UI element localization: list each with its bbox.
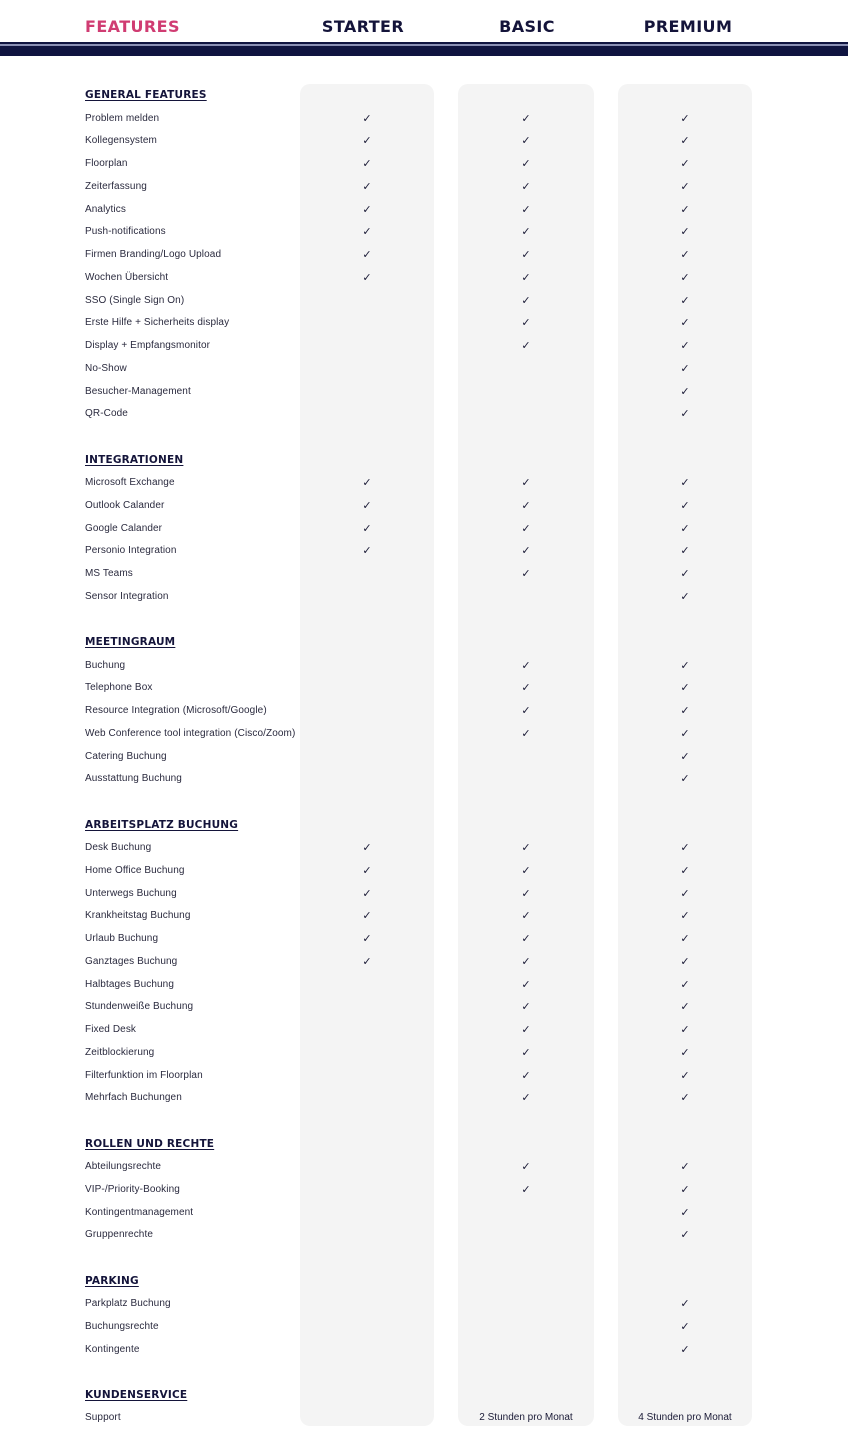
check-icon: ✓: [521, 863, 531, 877]
feature-label: Floorplan: [85, 158, 128, 169]
feature-label: Unterwegs Buchung: [85, 887, 177, 899]
check-icon: ✓: [521, 498, 531, 512]
feature-label: Sensor Integration: [85, 590, 169, 602]
feature-row: [0, 1179, 848, 1201]
check-icon: ✓: [680, 1045, 690, 1059]
feature-label: Wochen Übersicht: [85, 271, 169, 283]
check-icon: ✓: [362, 157, 372, 170]
check-icon: ✓: [680, 384, 690, 398]
feature-row: [0, 221, 848, 243]
check-icon: ✓: [680, 749, 690, 763]
feature-row: [0, 1339, 848, 1361]
section-title: MEETINGRAUM: [85, 636, 176, 648]
feature-label: SSO (Single Sign On): [85, 294, 185, 306]
feature-row: [0, 312, 848, 334]
feature-label: Fixed Desk: [85, 1024, 137, 1035]
check-icon: ✓: [680, 498, 690, 512]
check-icon: ✓: [362, 179, 372, 193]
feature-row: [0, 335, 848, 357]
feature-row: [0, 1293, 848, 1315]
check-icon: ✓: [680, 361, 690, 375]
feature-label: Mehrfach Buchungen: [85, 1092, 182, 1104]
section-title: KUNDENSERVICE: [85, 1388, 188, 1401]
check-icon: ✓: [680, 111, 690, 125]
check-icon: ✓: [521, 1091, 531, 1105]
check-icon: ✓: [680, 1342, 690, 1356]
section-title: ARBEITSPLATZ BUCHUNG: [85, 818, 239, 831]
feature-row: [0, 723, 848, 745]
check-icon: ✓: [521, 225, 531, 239]
check-icon: ✓: [680, 977, 690, 991]
feature-label: Abteilungsrechte: [85, 1161, 162, 1172]
feature-row: [0, 267, 848, 289]
feature-row: [0, 518, 848, 540]
check-icon: ✓: [680, 1297, 690, 1310]
check-icon: ✓: [680, 1000, 690, 1014]
check-icon: ✓: [362, 270, 372, 284]
check-icon: ✓: [680, 726, 690, 740]
check-icon: ✓: [680, 954, 690, 968]
check-icon: ✓: [362, 954, 372, 968]
feature-label: Erste Hilfe + Sicherheits display: [85, 317, 230, 329]
feature-row: [0, 108, 848, 130]
check-icon: ✓: [521, 954, 531, 968]
feature-label: Push-notifications: [85, 226, 166, 238]
check-icon: ✓: [680, 772, 690, 786]
check-icon: ✓: [680, 476, 690, 489]
check-icon: ✓: [521, 658, 531, 672]
check-icon: ✓: [680, 521, 690, 535]
check-icon: ✓: [362, 909, 372, 923]
check-icon: ✓: [521, 909, 531, 923]
check-icon: ✓: [521, 157, 531, 170]
check-icon: ✓: [680, 179, 690, 193]
pricing-header: [0, 0, 848, 56]
feature-row: [0, 974, 848, 996]
check-icon: ✓: [680, 270, 690, 284]
check-icon: ✓: [680, 863, 690, 877]
feature-label: Urlaub Buchung: [85, 933, 159, 944]
check-icon: ✓: [362, 202, 372, 216]
header-divider-highlight: [0, 44, 848, 46]
check-icon: ✓: [362, 544, 372, 558]
check-icon: ✓: [362, 886, 372, 900]
feature-label: Gruppenrechte: [85, 1229, 154, 1241]
feature-row: [0, 746, 848, 768]
feature-label: No-Show: [85, 362, 127, 374]
feature-row: [0, 928, 848, 950]
feature-row: [0, 1316, 848, 1338]
feature-row: [0, 176, 848, 198]
feature-row: [0, 1087, 848, 1109]
feature-row: [0, 860, 848, 882]
plan-heading-basic: BASIC: [499, 17, 555, 36]
check-icon: ✓: [521, 293, 531, 307]
feature-row: [0, 951, 848, 973]
feature-row: [0, 1202, 848, 1224]
feature-label: Web Conference tool integration (Cisco/Zoom): [85, 727, 296, 739]
check-icon: ✓: [680, 909, 690, 923]
feature-row: [0, 1407, 848, 1429]
feature-label: Ganztages Buchung: [85, 955, 178, 967]
plan-value-premium: 4 Stunden pro Monat: [638, 1412, 732, 1424]
feature-label: Zeitblockierung: [85, 1046, 155, 1058]
check-icon: ✓: [521, 339, 531, 352]
feature-label: Besucher-Management: [85, 385, 191, 397]
check-icon: ✓: [680, 293, 690, 307]
check-icon: ✓: [521, 1182, 531, 1196]
check-icon: ✓: [362, 841, 372, 854]
feature-row: [0, 403, 848, 425]
check-icon: ✓: [680, 1068, 690, 1082]
feature-row: [0, 1156, 848, 1178]
check-icon: ✓: [680, 704, 690, 717]
check-icon: ✓: [521, 886, 531, 900]
check-icon: ✓: [362, 863, 372, 877]
check-icon: ✓: [680, 681, 690, 695]
feature-row: [0, 768, 848, 790]
check-icon: ✓: [362, 111, 372, 125]
check-icon: ✓: [680, 248, 690, 261]
feature-label: Desk Buchung: [85, 842, 152, 853]
feature-row: [0, 1224, 848, 1246]
feature-row: [0, 996, 848, 1018]
feature-row: [0, 472, 848, 494]
feature-row: [0, 495, 848, 517]
check-icon: ✓: [362, 498, 372, 512]
check-icon: ✓: [680, 1205, 690, 1219]
feature-row: [0, 1065, 848, 1087]
check-icon: ✓: [680, 1091, 690, 1105]
check-icon: ✓: [521, 1000, 531, 1014]
feature-label: Problem melden: [85, 112, 160, 124]
section-title: GENERAL FEATURES: [85, 89, 207, 101]
check-icon: ✓: [521, 1023, 531, 1036]
feature-label: Resource Integration (Microsoft/Google): [85, 705, 267, 716]
check-icon: ✓: [680, 202, 690, 216]
check-icon: ✓: [680, 339, 690, 352]
feature-label: Filterfunktion im Floorplan: [85, 1069, 203, 1081]
check-icon: ✓: [680, 589, 690, 603]
check-icon: ✓: [362, 932, 372, 945]
check-icon: ✓: [680, 841, 690, 854]
check-icon: ✓: [521, 977, 531, 991]
feature-label: Stundenweiße Buchung: [85, 1001, 194, 1013]
feature-label: QR-Code: [85, 408, 128, 420]
feature-row: [0, 153, 848, 175]
check-icon: ✓: [521, 476, 531, 489]
check-icon: ✓: [680, 1228, 690, 1242]
check-icon: ✓: [680, 225, 690, 239]
feature-label: Ausstattung Buchung: [85, 773, 182, 785]
plan-heading-starter: STARTER: [321, 17, 405, 36]
section-title: ROLLEN UND RECHTE: [85, 1137, 215, 1150]
feature-label: Microsoft Exchange: [85, 477, 175, 488]
feature-row: [0, 655, 848, 677]
plan-value-basic: 2 Stunden pro Monat: [479, 1412, 573, 1424]
feature-row: [0, 1042, 848, 1064]
check-icon: ✓: [521, 316, 531, 330]
feature-row: [0, 563, 848, 585]
check-icon: ✓: [680, 544, 690, 558]
feature-label: Buchung: [85, 659, 126, 671]
check-icon: ✓: [521, 567, 531, 580]
feature-label: Buchungsrechte: [85, 1320, 159, 1332]
feature-label: VIP-/Priority-Booking: [85, 1183, 180, 1195]
feature-row: [0, 837, 848, 859]
feature-label: Firmen Branding/Logo Upload: [85, 249, 222, 260]
check-icon: ✓: [680, 1319, 690, 1333]
feature-row: [0, 130, 848, 152]
check-icon: ✓: [680, 932, 690, 945]
feature-row: [0, 540, 848, 562]
check-icon: ✓: [521, 111, 531, 125]
feature-label: Kontingentmanagement: [85, 1206, 194, 1218]
check-icon: ✓: [521, 1160, 531, 1173]
feature-label: Analytics: [85, 203, 126, 215]
feature-label: Display + Empfangsmonitor: [85, 340, 211, 351]
feature-label: Kollegensystem: [85, 135, 157, 147]
check-icon: ✓: [680, 886, 690, 900]
feature-row: [0, 1019, 848, 1041]
check-icon: ✓: [680, 407, 690, 421]
check-icon: ✓: [521, 932, 531, 945]
feature-label: Parkplatz Buchung: [85, 1298, 171, 1309]
check-icon: ✓: [521, 521, 531, 535]
check-icon: ✓: [362, 225, 372, 239]
feature-row: [0, 199, 848, 221]
feature-row: [0, 586, 848, 608]
feature-row: [0, 358, 848, 380]
check-icon: ✓: [521, 681, 531, 695]
feature-label: Support: [85, 1412, 121, 1424]
check-icon: ✓: [521, 248, 531, 261]
check-icon: ✓: [680, 316, 690, 330]
feature-label: Personio Integration: [85, 545, 177, 557]
feature-row: [0, 677, 848, 699]
check-icon: ✓: [362, 134, 372, 148]
check-icon: ✓: [680, 658, 690, 672]
feature-label: Krankheitstag Buchung: [85, 910, 191, 922]
check-icon: ✓: [521, 179, 531, 193]
feature-label: Outlook Calander: [85, 499, 165, 511]
feature-label: Telephone Box: [85, 682, 153, 694]
feature-row: [0, 883, 848, 905]
check-icon: ✓: [521, 202, 531, 216]
check-icon: ✓: [680, 1160, 690, 1173]
features-heading: FEATURES: [85, 17, 180, 36]
check-icon: ✓: [521, 1045, 531, 1059]
check-icon: ✓: [362, 476, 372, 489]
feature-row: [0, 700, 848, 722]
check-icon: ✓: [521, 134, 531, 148]
plan-heading-premium: PREMIUM: [643, 17, 733, 36]
check-icon: ✓: [680, 157, 690, 170]
feature-row: [0, 381, 848, 403]
feature-label: MS Teams: [85, 568, 133, 579]
check-icon: ✓: [362, 248, 372, 261]
feature-row: [0, 290, 848, 312]
check-icon: ✓: [521, 841, 531, 854]
check-icon: ✓: [521, 704, 531, 717]
feature-label: Kontingente: [85, 1343, 140, 1355]
feature-row: [0, 905, 848, 927]
check-icon: ✓: [521, 1068, 531, 1082]
feature-label: Zeiterfassung: [85, 180, 147, 192]
check-icon: ✓: [680, 1182, 690, 1196]
feature-label: Halbtages Buchung: [85, 978, 174, 990]
check-icon: ✓: [680, 1023, 690, 1036]
check-icon: ✓: [680, 567, 690, 580]
feature-label: Home Office Buchung: [85, 864, 185, 876]
section-title: INTEGRATIONEN: [85, 453, 184, 466]
feature-label: Catering Buchung: [85, 750, 167, 762]
section-title: PARKING: [85, 1274, 139, 1287]
feature-label: Google Calander: [85, 522, 163, 534]
feature-row: [0, 244, 848, 266]
check-icon: ✓: [521, 726, 531, 740]
check-icon: ✓: [521, 270, 531, 284]
check-icon: ✓: [680, 134, 690, 148]
check-icon: ✓: [521, 544, 531, 558]
check-icon: ✓: [362, 521, 372, 535]
